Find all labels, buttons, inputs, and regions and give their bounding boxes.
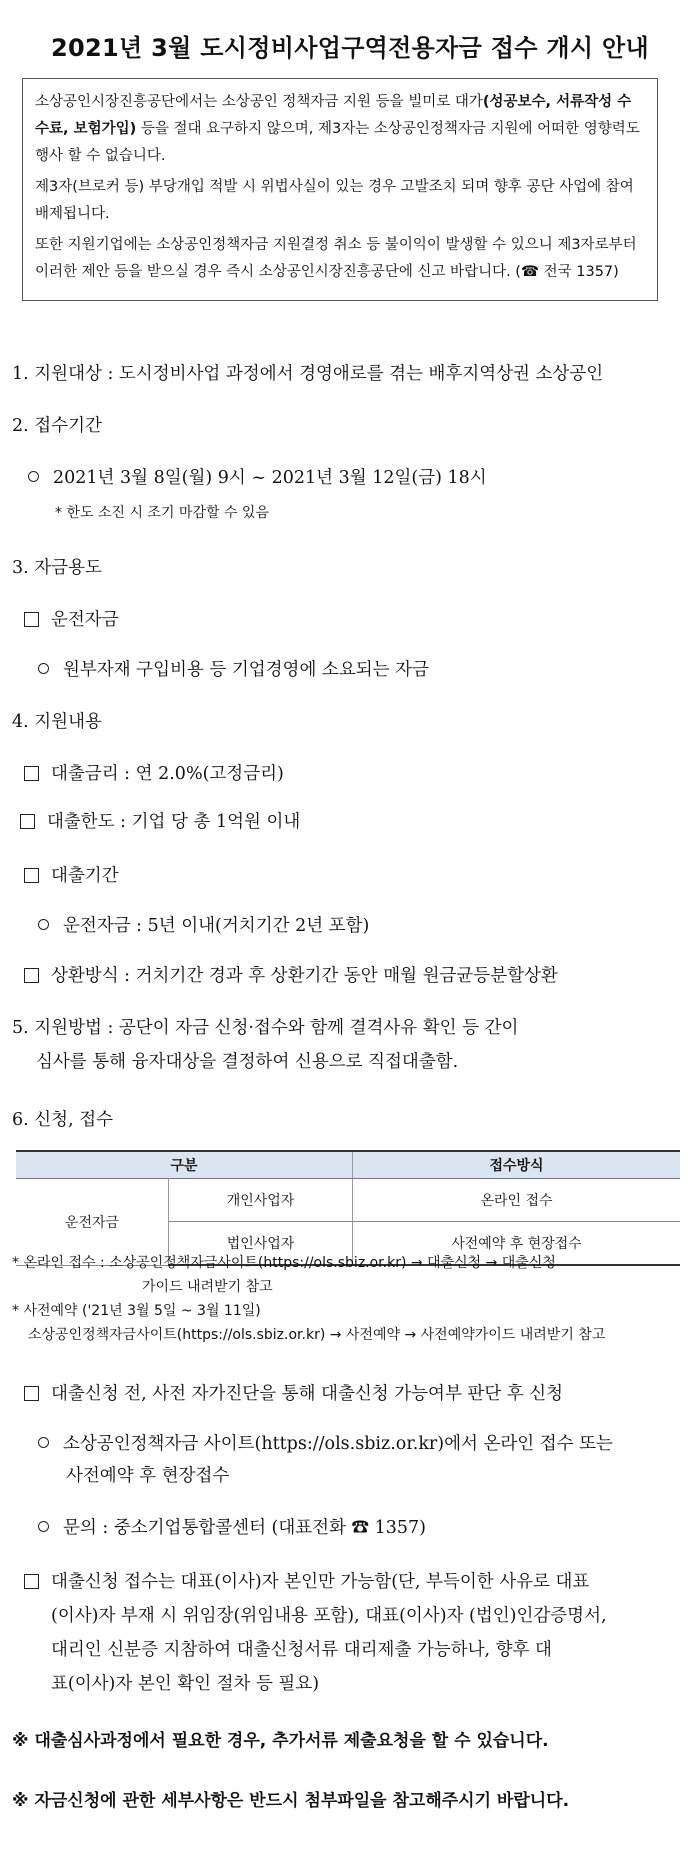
inquiry-text: 문의 : 중소기업통합콜센터 (대표전화 ☎ 1357)	[63, 1518, 426, 1538]
warning-bold-text: (성공보수, 서류작성 수수료, 보험가입)	[35, 94, 632, 137]
section-2-heading: 2. 접수기간	[12, 416, 102, 436]
site-text-line-1: 소상공인정책자금 사이트(https://ols.sbiz.or.kr)에서 온라인 접수 또는	[63, 1434, 613, 1454]
table-header-row	[16, 1151, 680, 1179]
square-bullet-icon	[24, 1574, 39, 1589]
table-header-method: 접수방식	[353, 1151, 681, 1179]
table-header-category: 구분	[16, 1151, 353, 1179]
section-5-line-1: 5. 지원방법 : 공단이 자금 신청·접수와 함께 결격사유 확인 등 간이	[12, 1018, 519, 1038]
application-table	[16, 1150, 680, 1266]
square-bullet-icon	[24, 612, 39, 627]
circle-bullet-icon	[38, 919, 49, 930]
representative-item	[24, 1568, 589, 1593]
table-method-cell: 사전예약 후 현장접수	[353, 1222, 681, 1266]
loan-period-text: 대출기간	[51, 866, 119, 886]
circle-bullet-icon	[38, 663, 49, 674]
repay-item	[24, 962, 558, 987]
square-bullet-icon	[24, 1386, 39, 1401]
square-bullet-icon	[24, 968, 39, 983]
representative-line-2: (이사)자 부재 시 위임장(위임내용 포함), 대표(이사)자 (법인)인감증명서,	[51, 1606, 607, 1626]
section-6-heading: 6. 신청, 접수	[12, 1110, 114, 1130]
limit-text: 대출한도 : 기업 당 총 1억원 이내	[47, 812, 301, 832]
warning-box	[22, 78, 658, 301]
online-note-line-1: * 온라인 접수 : 소상공인정책자금사이트(https://ols.sbiz.or.kr) → 대출신청 → 대출신청	[12, 1255, 556, 1271]
period-text: 2021년 3월 8일(월) 9시 ~ 2021년 3월 12일(금) 18시	[53, 468, 487, 488]
use-sub-item	[38, 656, 429, 681]
section-3-heading: 3. 자금용도	[12, 558, 102, 578]
circle-bullet-icon	[38, 1521, 49, 1532]
loan-period-item	[24, 862, 119, 887]
rate-item	[24, 760, 284, 785]
page-title: 2021년 3월 도시정비사업구역전용자금 접수 개시 안내	[51, 34, 649, 62]
final-note-2: ※ 자금신청에 관한 세부사항은 반드시 첨부파일을 참고해주시기 바랍니다.	[12, 1791, 570, 1811]
limit-item	[20, 808, 300, 833]
inquiry-item	[38, 1514, 426, 1539]
period-item	[28, 464, 487, 489]
reservation-note-line-2: 소상공인정책자금사이트(https://ols.sbiz.or.kr) → 사전예약 → 사전예약가이드 내려받기 참고	[28, 1327, 606, 1343]
table-type-cell: 개인사업자	[169, 1179, 353, 1222]
table-type-cell: 법인사업자	[169, 1222, 353, 1266]
loan-period-sub-text: 운전자금 : 5년 이내(거치기간 2년 포함)	[63, 916, 370, 936]
warning-paragraph-3: 또한 지원기업에는 소상공인정책자금 지원결정 취소 등 불이익이 발생할 수 있으니 제3자로부터 이러한 제안 등을 받으실 경우 즉시 소상공인시장진흥공단에 신고 바랍니다. (☎ 전국 1357)	[35, 237, 637, 280]
table-method-cell: 온라인 접수	[353, 1179, 681, 1222]
warning-paragraph-1	[35, 89, 645, 170]
rate-text: 대출금리 : 연 2.0%(고정금리)	[51, 764, 284, 784]
loan-period-sub	[38, 912, 369, 937]
representative-line-1: 대출신청 접수는 대표(이사)자 본인만 가능함(단, 부득이한 사유로 대표	[51, 1572, 590, 1592]
use-sub-text: 원부자재 구입비용 등 기업경영에 소요되는 자금	[63, 660, 429, 680]
use-item	[24, 606, 119, 631]
square-bullet-icon	[20, 814, 35, 829]
representative-line-3: 대리인 신분증 지참하여 대출신청서류 대리제출 가능하나, 향후 대	[51, 1640, 552, 1660]
circle-bullet-icon	[38, 1437, 49, 1448]
square-bullet-icon	[24, 868, 39, 883]
circle-bullet-icon	[28, 471, 39, 482]
final-note-1: ※ 대출심사과정에서 필요한 경우, 추가서류 제출요청을 할 수 있습니다.	[12, 1731, 549, 1751]
table-row	[16, 1179, 680, 1222]
representative-line-4: 표(이사)자 본인 확인 절차 등 필요)	[51, 1674, 320, 1694]
square-bullet-icon	[24, 766, 39, 781]
section-1-target: 1. 지원대상 : 도시정비사업 과정에서 경영애로를 겪는 배후지역상권 소상공인	[12, 364, 604, 384]
pre-check-text: 대출신청 전, 사전 자가진단을 통해 대출신청 가능여부 판단 후 신청	[51, 1384, 564, 1404]
table-group-cell: 운전자금	[16, 1179, 169, 1266]
repay-text: 상환방식 : 거치기간 경과 후 상환기간 동안 매월 원금균등분할상환	[51, 966, 558, 986]
pre-check-item	[24, 1380, 563, 1405]
site-item	[38, 1430, 613, 1455]
period-note: * 한도 소진 시 조기 마감할 수 있음	[55, 505, 269, 521]
section-5-line-2: 심사를 통해 융자대상을 결정하여 신용으로 직접대출함.	[36, 1052, 459, 1072]
reservation-note-line-1: * 사전예약 ('21년 3월 5일 ~ 3월 11일)	[12, 1303, 261, 1319]
section-4-heading: 4. 지원내용	[12, 712, 102, 732]
warning-text: 소상공인시장진흥공단에서는 소상공인 정책자금 지원 등을 빌미로 대가	[35, 94, 483, 110]
warning-text: 등을 절대 요구하지 않으며, 제3자는 소상공인정책자금 지원에 어떠한 영향력도 행사 할 수 없습니다.	[35, 121, 640, 164]
online-note-line-2: 가이드 내려받기 참고	[142, 1279, 273, 1295]
use-item-text: 운전자금	[51, 610, 119, 630]
site-text-line-2: 사전예약 후 현장접수	[66, 1466, 230, 1486]
warning-paragraph-2: 제3자(브로커 등) 부당개입 적발 시 위법사실이 있는 경우 고발조치 되며 향후 공단 사업에 참여 배제됩니다.	[35, 179, 634, 222]
